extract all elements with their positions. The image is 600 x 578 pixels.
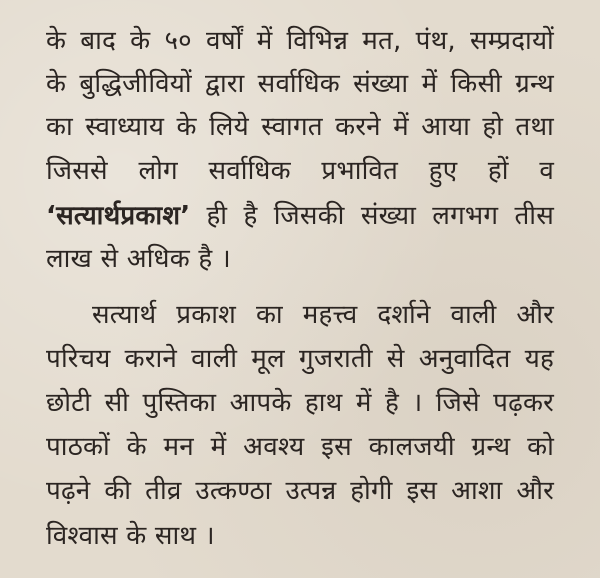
text-line: पढ़ने की तीव्र उत्कण्ठा उत्पन्न होगी इस आशा और: [46, 476, 554, 506]
text-line: परिचय कराने वाली मूल गुजराती से अनुवादित यह: [46, 344, 554, 374]
book-title: ‘सत्यार्थप्रकाश’: [46, 201, 191, 231]
text-line: सत्यार्थ प्रकाश का महत्त्व दर्शाने वाली और: [92, 300, 554, 330]
text-line: पाठकों के मन में अवश्य इस कालजयी ग्रन्थ को: [46, 432, 554, 462]
text-line: जिससे लोग सर्वाधिक प्रभावित हुए हों व: [46, 156, 554, 186]
text-line: का स्वाध्याय के लिये स्वागत करने में आया हो तथा: [46, 112, 554, 142]
text-line: [46, 201, 554, 231]
text-line-rest: ही है जिसकी संख्या लगभग तीस: [190, 201, 554, 231]
text-line: विश्वास के साथ ।: [46, 521, 215, 551]
text-line: के बुद्धिजीवियों द्वारा सर्वाधिक संख्या में किसी ग्रन्थ: [46, 69, 554, 99]
text-line: छोटी सी पुस्तिका आपके हाथ में है । जिसे पढ़कर: [46, 388, 554, 418]
text-line: लाख से अधिक है ।: [46, 244, 231, 274]
text-line: के बाद के ५० वर्षों में विभिन्न मत, पंथ, सम्प्रदायों: [46, 26, 554, 56]
